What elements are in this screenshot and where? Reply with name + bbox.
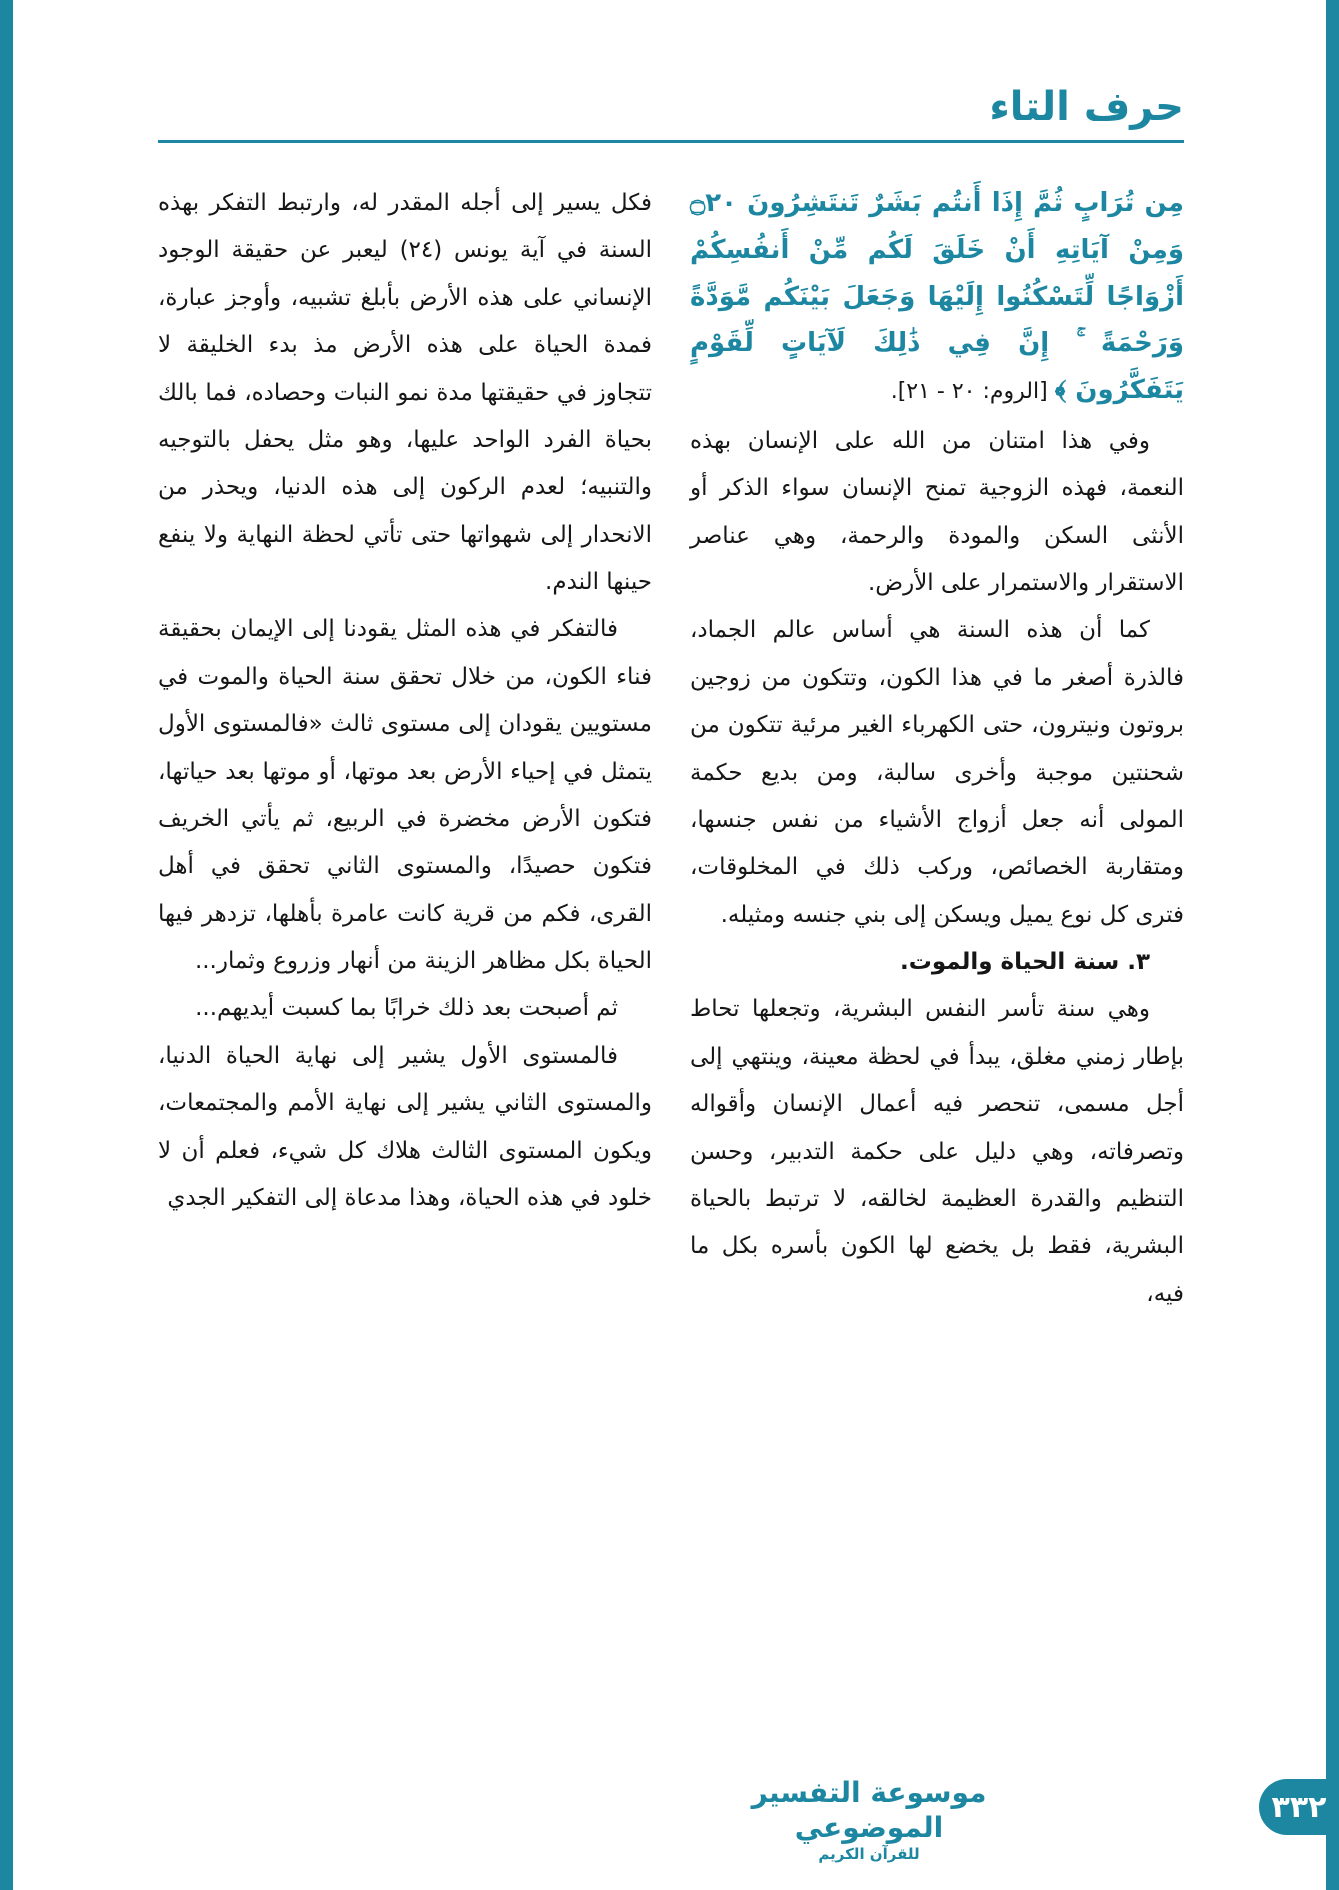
publisher-logo-title: موسوعة التفسير الموضوعي: [751, 1776, 987, 1845]
paragraph: فالتفكر في هذه المثل يقودنا إلى الإيمان بحقيقة فناء الكون، من خلال تحقق سنة الحياة والموت في مستويين يقودان إلى مستوى ثالث «فالمستوى الأول يتمثل في إحياء الأرض بعد موتها، أو موتها بعد حياتها، فتكون الأرض مخضرة في الربيع، ثم يأتي الخريف فتكون حصيدًا، والمستوى الثاني تحقق في أهل القرى، فكم من قرية كانت عامرة بأهلها، تزدهر فيها الحياة بكل مظاهر الزينة من أنهار وزروع وثمار...: [158, 616, 652, 974]
publisher-logo-subtitle: للقرآن الكريم: [818, 1845, 920, 1864]
quran-verse-text: مِن تُرَابٍ ثُمَّ إِذَا أَنتُم بَشَرٌ تَنتَشِرُونَ ۝٢٠ وَمِنْ آيَاتِهِ أَنْ خَلَقَ لَكُم مِّنْ أَنفُسِكُمْ أَزْوَاجًا لِّتَسْكُنُوا إِلَيْهَا وَجَعَلَ بَيْنَكُم مَّوَدَّةً وَرَحْمَةً ۚ إِنَّ فِي ذَٰلِكَ لَآيَاتٍ لِّقَوْمٍ يَتَفَكَّرُونَ ﴾: [690, 188, 1184, 406]
page-content: [158, 180, 1184, 1755]
quran-verse: [690, 180, 1184, 414]
page-number: ٣٣٢: [1271, 1789, 1327, 1825]
chapter-title: حرف التاء: [989, 84, 1184, 130]
publisher-logo: [719, 1775, 1019, 1864]
verse-reference: [الروم: ٢٠ - ٢١].: [890, 379, 1055, 405]
paragraph: كما أن هذه السنة هي أساس عالم الجماد، فالذرة أصغر ما في هذا الكون، وتتكون من زوجين بروتون ونيترون، حتى الكهرباء الغير مرئية تتكون من شحنتين موجبة وأخرى سالبة، ومن بديع حكمة المولى أنه جعل أزواج الأشياء من نفس جنسها، ومتقاربة الخصائص، وركب ذلك في المخلوقات، فترى كل نوع يميل ويسكن إلى بني جنسه ومثيله.: [690, 617, 1184, 928]
section-heading: ٣. سنة الحياة والموت.: [900, 949, 1150, 976]
left-edge-band: [0, 0, 13, 1890]
paragraph: فالمستوى الأول يشير إلى نهاية الحياة الدنيا، والمستوى الثاني يشير إلى نهاية الأمم والمجتمعات، ويكون المستوى الثالث هلاك كل شيء، فعلم أن لا خلود في هذه الحياة، وهذا مدعاة إلى التفكير الجدي: [158, 1042, 652, 1211]
left-column: [158, 180, 652, 1755]
right-edge-band: [1326, 0, 1339, 1890]
paragraph: ثم أصبحت بعد ذلك خرابًا بما كسبت أيديهم...: [195, 995, 618, 1022]
paragraph: وهي سنة تأسر النفس البشرية، وتجعلها تحاط بإطار زمني مغلق، يبدأ في لحظة معينة، وينتهي إلى أجل مسمى، تنحصر فيه أعمال الإنسان وأقواله وتصرفاته، وهي دليل على حكمة التدبير، وحسن التنظيم والقدرة العظيمة لخالقه، لا ترتبط بالحياة البشرية، فقط بل يخضع لها الكون بأسره بكل ما فيه،: [690, 996, 1184, 1307]
page-number-badge: [1259, 1779, 1339, 1835]
right-column: [690, 180, 1184, 1755]
paragraph: فكل يسير إلى أجله المقدر له، وارتبط التفكر بهذه السنة في آية يونس (٢٤) ليعبر عن حقيقة الوجود الإنساني على هذه الأرض بأبلغ تشبيه، وأوجز عبارة، فمدة الحياة على هذه الأرض مذ بدء الخليقة لا تتجاوز في حقيقتها مدة نمو النبات وحصاده، فما بالك بحياة الفرد الواحد عليها، وهو مثل يحفل بالتوجيه والتنبيه؛ لعدم الركون إلى هذه الدنيا، ويحذر من الانحدار إلى شهواتها حتى تأتي لحظة النهاية ولا ينفع حينها الندم.: [158, 190, 652, 595]
chapter-header: [158, 84, 1184, 143]
paragraph: وفي هذا امتنان من الله على الإنسان بهذه النعمة، فهذه الزوجية تمنح الإنسان سواء الذكر أو الأنثى السكن والمودة والرحمة، وهي عناصر الاستقرار والاستمرار على الأرض.: [690, 427, 1184, 597]
